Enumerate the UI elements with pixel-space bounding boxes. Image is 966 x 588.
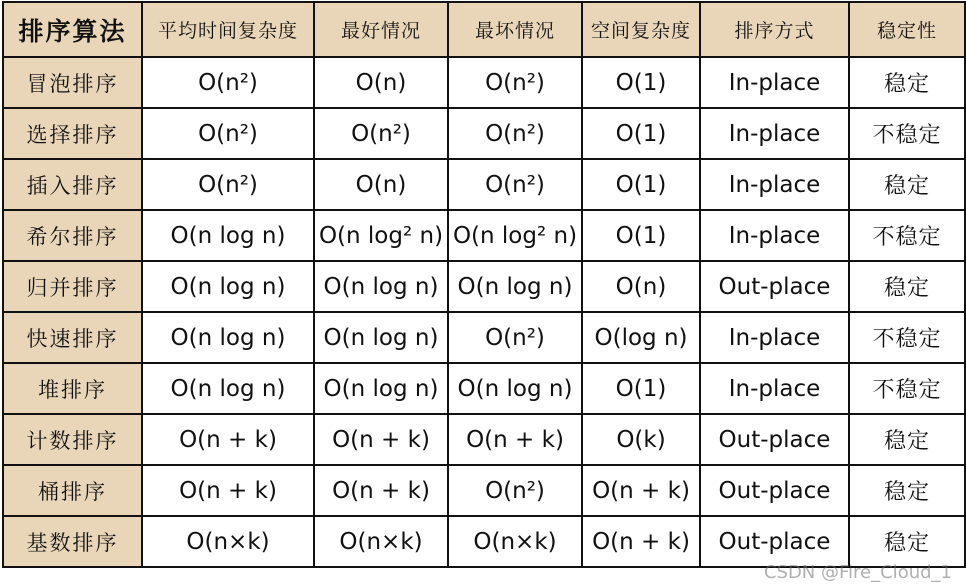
table-row <box>3 363 965 414</box>
method-cell: In-place <box>700 312 849 363</box>
worst-case-cell: O(n²) <box>448 108 582 159</box>
table-row <box>3 261 965 312</box>
method-cell: Out-place <box>700 261 849 312</box>
stability-cell: 不稳定 <box>849 363 965 414</box>
space-cell: O(1) <box>582 210 700 261</box>
header-method: 排序方式 <box>700 2 849 57</box>
table-row <box>3 210 965 261</box>
table-row <box>3 465 965 516</box>
method-cell: In-place <box>700 108 849 159</box>
best-case-cell: O(n log² n) <box>314 210 448 261</box>
watermark: CSDN @Fire_Cloud_1 <box>763 562 952 583</box>
space-cell: O(1) <box>582 57 700 108</box>
header-average-time: 平均时间复杂度 <box>142 2 314 57</box>
space-cell: O(1) <box>582 363 700 414</box>
table-row <box>3 159 965 210</box>
best-case-cell: O(n) <box>314 57 448 108</box>
average-time-cell: O(n log n) <box>142 261 314 312</box>
worst-case-cell: O(n²) <box>448 312 582 363</box>
best-case-cell: O(n log n) <box>314 261 448 312</box>
space-cell: O(n + k) <box>582 465 700 516</box>
header-space: 空间复杂度 <box>582 2 700 57</box>
stability-cell: 不稳定 <box>849 312 965 363</box>
algorithm-name-cell: 基数排序 <box>3 516 142 567</box>
space-cell: O(1) <box>582 108 700 159</box>
worst-case-cell: O(n log² n) <box>448 210 582 261</box>
sorting-complexity-table <box>2 1 966 568</box>
method-cell: In-place <box>700 210 849 261</box>
worst-case-cell: O(n²) <box>448 465 582 516</box>
best-case-cell: O(n log n) <box>314 312 448 363</box>
average-time-cell: O(n log n) <box>142 312 314 363</box>
average-time-cell: O(n×k) <box>142 516 314 567</box>
table-row <box>3 516 965 567</box>
average-time-cell: O(n²) <box>142 57 314 108</box>
best-case-cell: O(n) <box>314 159 448 210</box>
method-cell: Out-place <box>700 414 849 465</box>
space-cell: O(1) <box>582 159 700 210</box>
worst-case-cell: O(n log n) <box>448 363 582 414</box>
algorithm-name-cell: 插入排序 <box>3 159 142 210</box>
space-cell: O(log n) <box>582 312 700 363</box>
table-row <box>3 108 965 159</box>
average-time-cell: O(n log n) <box>142 210 314 261</box>
stability-cell: 稳定 <box>849 261 965 312</box>
average-time-cell: O(n + k) <box>142 414 314 465</box>
space-cell: O(k) <box>582 414 700 465</box>
worst-case-cell: O(n×k) <box>448 516 582 567</box>
table-row <box>3 312 965 363</box>
algorithm-name-cell: 计数排序 <box>3 414 142 465</box>
algorithm-name-cell: 桶排序 <box>3 465 142 516</box>
average-time-cell: O(n log n) <box>142 363 314 414</box>
space-cell: O(n + k) <box>582 516 700 567</box>
method-cell: Out-place <box>700 465 849 516</box>
table-row <box>3 414 965 465</box>
algorithm-name-cell: 希尔排序 <box>3 210 142 261</box>
header-worst-case: 最坏情况 <box>448 2 582 57</box>
worst-case-cell: O(n²) <box>448 57 582 108</box>
algorithm-name-cell: 快速排序 <box>3 312 142 363</box>
best-case-cell: O(n + k) <box>314 414 448 465</box>
method-cell: In-place <box>700 57 849 108</box>
table-row <box>3 57 965 108</box>
method-cell: In-place <box>700 159 849 210</box>
best-case-cell: O(n×k) <box>314 516 448 567</box>
method-cell: Out-place <box>700 516 849 567</box>
worst-case-cell: O(n + k) <box>448 414 582 465</box>
average-time-cell: O(n²) <box>142 159 314 210</box>
method-cell: In-place <box>700 363 849 414</box>
header-stability: 稳定性 <box>849 2 965 57</box>
stability-cell: 稳定 <box>849 57 965 108</box>
stability-cell: 不稳定 <box>849 108 965 159</box>
header-best-case: 最好情况 <box>314 2 448 57</box>
stability-cell: 稳定 <box>849 516 965 567</box>
average-time-cell: O(n + k) <box>142 465 314 516</box>
stability-cell: 稳定 <box>849 414 965 465</box>
algorithm-name-cell: 冒泡排序 <box>3 57 142 108</box>
stability-cell: 稳定 <box>849 159 965 210</box>
space-cell: O(n) <box>582 261 700 312</box>
header-row <box>3 2 965 57</box>
best-case-cell: O(n²) <box>314 108 448 159</box>
average-time-cell: O(n²) <box>142 108 314 159</box>
worst-case-cell: O(n²) <box>448 159 582 210</box>
best-case-cell: O(n log n) <box>314 363 448 414</box>
best-case-cell: O(n + k) <box>314 465 448 516</box>
algorithm-name-cell: 归并排序 <box>3 261 142 312</box>
algorithm-name-cell: 选择排序 <box>3 108 142 159</box>
stability-cell: 稳定 <box>849 465 965 516</box>
algorithm-name-cell: 堆排序 <box>3 363 142 414</box>
worst-case-cell: O(n log n) <box>448 261 582 312</box>
stability-cell: 不稳定 <box>849 210 965 261</box>
header-algorithm: 排序算法 <box>3 2 142 57</box>
